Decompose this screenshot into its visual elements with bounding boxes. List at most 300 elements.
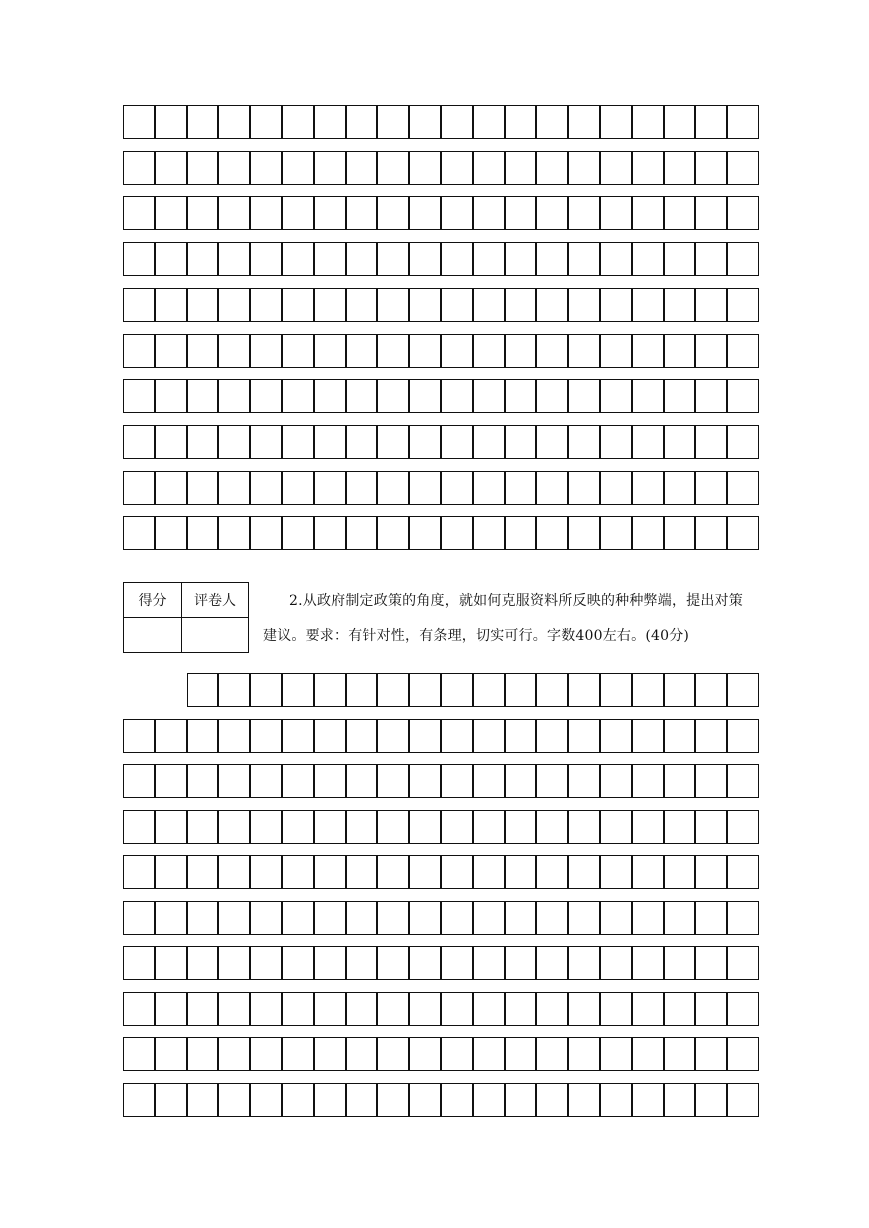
- grid-cell[interactable]: [664, 242, 696, 276]
- grid-cell[interactable]: [664, 1037, 696, 1071]
- grid-cell[interactable]: [632, 334, 664, 368]
- grid-cell[interactable]: [155, 855, 187, 889]
- grid-cell[interactable]: [346, 516, 378, 550]
- grid-cell[interactable]: [187, 151, 219, 185]
- grid-cell[interactable]: [314, 1083, 346, 1117]
- grid-cell[interactable]: [377, 196, 409, 230]
- grid-cell[interactable]: [473, 810, 505, 844]
- grid-cell[interactable]: [346, 719, 378, 753]
- grid-cell[interactable]: [123, 471, 155, 505]
- grid-cell[interactable]: [218, 471, 250, 505]
- grid-cell[interactable]: [377, 946, 409, 980]
- grid-cell[interactable]: [632, 105, 664, 139]
- grid-cell[interactable]: [441, 334, 473, 368]
- grid-cell[interactable]: [568, 719, 600, 753]
- grid-cell[interactable]: [695, 379, 727, 413]
- grid-cell[interactable]: [568, 673, 600, 707]
- grid-cell[interactable]: [695, 242, 727, 276]
- grid-cell[interactable]: [346, 242, 378, 276]
- grid-cell[interactable]: [727, 471, 759, 505]
- grid-cell[interactable]: [187, 105, 219, 139]
- grid-cell[interactable]: [155, 471, 187, 505]
- grid-cell[interactable]: [536, 334, 568, 368]
- grid-cell[interactable]: [218, 901, 250, 935]
- grid-cell[interactable]: [727, 288, 759, 322]
- grid-cell[interactable]: [314, 946, 346, 980]
- grid-cell[interactable]: [409, 1083, 441, 1117]
- grid-cell[interactable]: [473, 334, 505, 368]
- grid-cell[interactable]: [314, 105, 346, 139]
- grid-cell[interactable]: [123, 1037, 155, 1071]
- grid-cell[interactable]: [314, 855, 346, 889]
- grid-cell[interactable]: [695, 673, 727, 707]
- grid-cell[interactable]: [695, 288, 727, 322]
- grid-cell[interactable]: [600, 810, 632, 844]
- grid-cell[interactable]: [123, 242, 155, 276]
- grid-cell[interactable]: [473, 1037, 505, 1071]
- grid-cell[interactable]: [441, 673, 473, 707]
- grid-cell[interactable]: [123, 1083, 155, 1117]
- grid-cell[interactable]: [377, 764, 409, 798]
- grid-cell[interactable]: [664, 288, 696, 322]
- grid-cell[interactable]: [377, 471, 409, 505]
- grid-cell[interactable]: [155, 334, 187, 368]
- grid-cell[interactable]: [218, 719, 250, 753]
- grid-cell[interactable]: [536, 196, 568, 230]
- grid-cell[interactable]: [123, 288, 155, 322]
- grid-cell[interactable]: [155, 1037, 187, 1071]
- grid-cell[interactable]: [536, 901, 568, 935]
- grid-cell[interactable]: [250, 196, 282, 230]
- grid-cell[interactable]: [314, 334, 346, 368]
- grid-cell[interactable]: [600, 1083, 632, 1117]
- grid-cell[interactable]: [695, 196, 727, 230]
- grid-cell[interactable]: [314, 1037, 346, 1071]
- grid-cell[interactable]: [568, 901, 600, 935]
- grid-cell[interactable]: [568, 334, 600, 368]
- grid-cell[interactable]: [441, 764, 473, 798]
- grid-cell[interactable]: [727, 516, 759, 550]
- grid-cell[interactable]: [187, 516, 219, 550]
- grid-cell[interactable]: [695, 105, 727, 139]
- grid-cell[interactable]: [250, 334, 282, 368]
- grid-cell[interactable]: [727, 242, 759, 276]
- grid-cell[interactable]: [282, 992, 314, 1026]
- grid-cell[interactable]: [695, 1037, 727, 1071]
- grid-cell[interactable]: [282, 673, 314, 707]
- grid-cell[interactable]: [664, 946, 696, 980]
- grid-cell[interactable]: [505, 901, 537, 935]
- grid-cell[interactable]: [218, 105, 250, 139]
- grid-cell[interactable]: [250, 946, 282, 980]
- grid-cell[interactable]: [664, 719, 696, 753]
- grid-cell[interactable]: [473, 379, 505, 413]
- grid-cell[interactable]: [346, 1037, 378, 1071]
- grid-cell[interactable]: [505, 855, 537, 889]
- grid-cell[interactable]: [346, 810, 378, 844]
- grid-cell[interactable]: [123, 946, 155, 980]
- grid-cell[interactable]: [187, 334, 219, 368]
- grid-cell[interactable]: [441, 1083, 473, 1117]
- grid-cell[interactable]: [409, 425, 441, 459]
- grid-cell[interactable]: [250, 379, 282, 413]
- grid-cell[interactable]: [505, 334, 537, 368]
- grid-cell[interactable]: [600, 1037, 632, 1071]
- grid-cell[interactable]: [473, 471, 505, 505]
- grid-cell[interactable]: [282, 1037, 314, 1071]
- grid-cell[interactable]: [187, 764, 219, 798]
- grid-cell[interactable]: [187, 425, 219, 459]
- grid-cell[interactable]: [314, 379, 346, 413]
- grid-cell[interactable]: [187, 1037, 219, 1071]
- grid-cell[interactable]: [282, 855, 314, 889]
- grid-cell[interactable]: [441, 288, 473, 322]
- grid-cell[interactable]: [473, 151, 505, 185]
- grid-cell[interactable]: [409, 946, 441, 980]
- grid-cell[interactable]: [282, 946, 314, 980]
- grid-cell[interactable]: [218, 992, 250, 1026]
- grid-cell[interactable]: [314, 471, 346, 505]
- grid-cell[interactable]: [536, 764, 568, 798]
- grid-cell[interactable]: [346, 855, 378, 889]
- grid-cell[interactable]: [600, 719, 632, 753]
- grid-cell[interactable]: [346, 764, 378, 798]
- grid-cell[interactable]: [727, 764, 759, 798]
- grid-cell[interactable]: [218, 764, 250, 798]
- grid-cell[interactable]: [600, 471, 632, 505]
- grid-cell[interactable]: [505, 105, 537, 139]
- grid-cell[interactable]: [155, 242, 187, 276]
- grid-cell[interactable]: [409, 196, 441, 230]
- grid-cell[interactable]: [664, 516, 696, 550]
- grid-cell[interactable]: [187, 901, 219, 935]
- grid-cell[interactable]: [568, 855, 600, 889]
- grid-cell[interactable]: [600, 855, 632, 889]
- grid-cell[interactable]: [282, 471, 314, 505]
- grid-cell[interactable]: [568, 471, 600, 505]
- grid-cell[interactable]: [536, 471, 568, 505]
- grid-cell[interactable]: [409, 105, 441, 139]
- grid-cell[interactable]: [377, 810, 409, 844]
- grid-cell[interactable]: [155, 288, 187, 322]
- grid-cell[interactable]: [409, 151, 441, 185]
- grid-cell[interactable]: [218, 196, 250, 230]
- grid-cell[interactable]: [600, 196, 632, 230]
- grid-cell[interactable]: [314, 425, 346, 459]
- grid-cell[interactable]: [632, 764, 664, 798]
- grid-cell[interactable]: [441, 946, 473, 980]
- grid-cell[interactable]: [473, 516, 505, 550]
- grid-cell[interactable]: [218, 425, 250, 459]
- grid-cell[interactable]: [155, 425, 187, 459]
- grid-cell[interactable]: [632, 855, 664, 889]
- grid-cell[interactable]: [441, 1037, 473, 1071]
- grid-cell[interactable]: [505, 764, 537, 798]
- grid-cell[interactable]: [250, 992, 282, 1026]
- grid-cell[interactable]: [123, 105, 155, 139]
- grid-cell[interactable]: [505, 425, 537, 459]
- grid-cell[interactable]: [536, 855, 568, 889]
- grid-cell[interactable]: [346, 901, 378, 935]
- grid-cell[interactable]: [600, 673, 632, 707]
- grid-cell[interactable]: [155, 196, 187, 230]
- grid-cell[interactable]: [727, 425, 759, 459]
- grid-cell[interactable]: [377, 516, 409, 550]
- grid-cell[interactable]: [282, 105, 314, 139]
- grid-cell[interactable]: [632, 288, 664, 322]
- grid-cell[interactable]: [409, 901, 441, 935]
- grid-cell[interactable]: [600, 425, 632, 459]
- grid-cell[interactable]: [282, 516, 314, 550]
- grid-cell[interactable]: [218, 242, 250, 276]
- grid-cell[interactable]: [123, 379, 155, 413]
- grid-cell[interactable]: [695, 151, 727, 185]
- grid-cell[interactable]: [346, 1083, 378, 1117]
- grid-cell[interactable]: [727, 946, 759, 980]
- grid-cell[interactable]: [155, 1083, 187, 1117]
- grid-cell[interactable]: [441, 242, 473, 276]
- grid-cell[interactable]: [600, 516, 632, 550]
- grid-cell[interactable]: [250, 810, 282, 844]
- grid-cell[interactable]: [727, 901, 759, 935]
- grid-cell[interactable]: [473, 764, 505, 798]
- grid-cell[interactable]: [187, 719, 219, 753]
- grid-cell[interactable]: [695, 764, 727, 798]
- grid-cell[interactable]: [187, 471, 219, 505]
- grid-cell[interactable]: [314, 516, 346, 550]
- grid-cell[interactable]: [632, 425, 664, 459]
- grid-cell[interactable]: [409, 855, 441, 889]
- grid-cell[interactable]: [377, 288, 409, 322]
- grid-cell[interactable]: [314, 901, 346, 935]
- grid-cell[interactable]: [187, 810, 219, 844]
- grid-cell[interactable]: [568, 764, 600, 798]
- grid-cell[interactable]: [441, 516, 473, 550]
- grid-cell[interactable]: [632, 471, 664, 505]
- grid-cell[interactable]: [536, 288, 568, 322]
- grid-cell[interactable]: [727, 810, 759, 844]
- grid-cell[interactable]: [346, 946, 378, 980]
- grid-cell[interactable]: [568, 810, 600, 844]
- grid-cell[interactable]: [600, 242, 632, 276]
- grid-cell[interactable]: [505, 288, 537, 322]
- grid-cell[interactable]: [568, 105, 600, 139]
- grid-cell[interactable]: [377, 379, 409, 413]
- grid-cell[interactable]: [473, 855, 505, 889]
- grid-cell[interactable]: [218, 288, 250, 322]
- grid-cell[interactable]: [282, 901, 314, 935]
- grid-cell[interactable]: [536, 946, 568, 980]
- grid-cell[interactable]: [155, 719, 187, 753]
- grid-cell[interactable]: [441, 855, 473, 889]
- grid-cell[interactable]: [505, 719, 537, 753]
- grid-cell[interactable]: [664, 764, 696, 798]
- grid-cell[interactable]: [409, 810, 441, 844]
- grid-cell[interactable]: [536, 673, 568, 707]
- grid-cell[interactable]: [664, 901, 696, 935]
- grid-cell[interactable]: [409, 719, 441, 753]
- grid-cell[interactable]: [250, 719, 282, 753]
- grid-cell[interactable]: [600, 288, 632, 322]
- grid-cell[interactable]: [695, 855, 727, 889]
- grid-cell[interactable]: [218, 151, 250, 185]
- grid-cell[interactable]: [250, 288, 282, 322]
- grid-cell[interactable]: [377, 719, 409, 753]
- grid-cell[interactable]: [727, 673, 759, 707]
- grid-cell[interactable]: [441, 425, 473, 459]
- grid-cell[interactable]: [123, 764, 155, 798]
- grid-cell[interactable]: [123, 901, 155, 935]
- grid-cell[interactable]: [727, 1083, 759, 1117]
- grid-cell[interactable]: [536, 516, 568, 550]
- grid-cell[interactable]: [727, 105, 759, 139]
- grid-cell[interactable]: [123, 334, 155, 368]
- grid-cell[interactable]: [664, 810, 696, 844]
- grid-cell[interactable]: [123, 810, 155, 844]
- grid-cell[interactable]: [250, 105, 282, 139]
- grid-cell[interactable]: [282, 1083, 314, 1117]
- grid-cell[interactable]: [123, 516, 155, 550]
- grid-cell[interactable]: [123, 855, 155, 889]
- grid-cell[interactable]: [250, 673, 282, 707]
- grid-cell[interactable]: [218, 1083, 250, 1117]
- grid-cell[interactable]: [250, 425, 282, 459]
- grid-cell[interactable]: [632, 516, 664, 550]
- grid-cell[interactable]: [155, 764, 187, 798]
- grid-cell[interactable]: [250, 242, 282, 276]
- grid-cell[interactable]: [568, 1037, 600, 1071]
- grid-cell[interactable]: [600, 151, 632, 185]
- grid-cell[interactable]: [155, 946, 187, 980]
- grid-cell[interactable]: [409, 471, 441, 505]
- grid-cell[interactable]: [664, 1083, 696, 1117]
- grid-cell[interactable]: [409, 764, 441, 798]
- grid-cell[interactable]: [282, 719, 314, 753]
- grid-cell[interactable]: [377, 673, 409, 707]
- grid-cell[interactable]: [632, 196, 664, 230]
- grid-cell[interactable]: [377, 242, 409, 276]
- grid-cell[interactable]: [346, 992, 378, 1026]
- grid-cell[interactable]: [218, 334, 250, 368]
- grid-cell[interactable]: [695, 719, 727, 753]
- grid-cell[interactable]: [664, 105, 696, 139]
- grid-cell[interactable]: [441, 196, 473, 230]
- grid-cell[interactable]: [695, 901, 727, 935]
- grid-cell[interactable]: [187, 242, 219, 276]
- grid-cell[interactable]: [441, 810, 473, 844]
- grid-cell[interactable]: [218, 673, 250, 707]
- grid-cell[interactable]: [123, 151, 155, 185]
- grid-cell[interactable]: [377, 334, 409, 368]
- grid-cell[interactable]: [314, 288, 346, 322]
- grid-cell[interactable]: [473, 946, 505, 980]
- grid-cell[interactable]: [377, 151, 409, 185]
- grid-cell[interactable]: [695, 425, 727, 459]
- grid-cell[interactable]: [441, 719, 473, 753]
- grid-cell[interactable]: [282, 810, 314, 844]
- grid-cell[interactable]: [727, 992, 759, 1026]
- grid-cell[interactable]: [727, 334, 759, 368]
- grid-cell[interactable]: [568, 516, 600, 550]
- grid-cell[interactable]: [187, 379, 219, 413]
- grid-cell[interactable]: [664, 855, 696, 889]
- grid-cell[interactable]: [568, 288, 600, 322]
- grid-cell[interactable]: [568, 151, 600, 185]
- grid-cell[interactable]: [218, 1037, 250, 1071]
- grid-cell[interactable]: [314, 673, 346, 707]
- grid-cell[interactable]: [409, 379, 441, 413]
- grid-cell[interactable]: [441, 379, 473, 413]
- grid-cell[interactable]: [314, 151, 346, 185]
- grid-cell[interactable]: [664, 673, 696, 707]
- grid-cell[interactable]: [409, 992, 441, 1026]
- grid-cell[interactable]: [314, 810, 346, 844]
- grid-cell[interactable]: [377, 901, 409, 935]
- grid-cell[interactable]: [727, 855, 759, 889]
- grid-cell[interactable]: [536, 425, 568, 459]
- grader-field[interactable]: [182, 618, 249, 653]
- grid-cell[interactable]: [568, 379, 600, 413]
- grid-cell[interactable]: [346, 196, 378, 230]
- grid-cell[interactable]: [727, 379, 759, 413]
- grid-cell[interactable]: [250, 1037, 282, 1071]
- grid-cell[interactable]: [664, 379, 696, 413]
- grid-cell[interactable]: [441, 151, 473, 185]
- grid-cell[interactable]: [123, 992, 155, 1026]
- grid-cell[interactable]: [505, 242, 537, 276]
- grid-cell[interactable]: [536, 1083, 568, 1117]
- grid-cell[interactable]: [695, 946, 727, 980]
- grid-cell[interactable]: [473, 288, 505, 322]
- grid-cell[interactable]: [505, 673, 537, 707]
- grid-cell[interactable]: [568, 242, 600, 276]
- grid-cell[interactable]: [568, 425, 600, 459]
- grid-cell[interactable]: [632, 242, 664, 276]
- grid-cell[interactable]: [505, 992, 537, 1026]
- grid-cell[interactable]: [187, 1083, 219, 1117]
- grid-cell[interactable]: [187, 946, 219, 980]
- grid-cell[interactable]: [600, 105, 632, 139]
- grid-cell[interactable]: [536, 105, 568, 139]
- grid-cell[interactable]: [632, 1083, 664, 1117]
- grid-cell[interactable]: [505, 810, 537, 844]
- grid-cell[interactable]: [346, 288, 378, 322]
- grid-cell[interactable]: [155, 379, 187, 413]
- grid-cell[interactable]: [473, 673, 505, 707]
- grid-cell[interactable]: [632, 992, 664, 1026]
- grid-cell[interactable]: [250, 855, 282, 889]
- grid-cell[interactable]: [473, 719, 505, 753]
- grid-cell[interactable]: [664, 471, 696, 505]
- grid-cell[interactable]: [632, 946, 664, 980]
- grid-cell[interactable]: [568, 946, 600, 980]
- grid-cell[interactable]: [218, 855, 250, 889]
- grid-cell[interactable]: [727, 719, 759, 753]
- grid-cell[interactable]: [250, 471, 282, 505]
- grid-cell[interactable]: [695, 1083, 727, 1117]
- grid-cell[interactable]: [346, 151, 378, 185]
- grid-cell[interactable]: [695, 516, 727, 550]
- grid-cell[interactable]: [568, 992, 600, 1026]
- grid-cell[interactable]: [155, 151, 187, 185]
- grid-cell[interactable]: [250, 1083, 282, 1117]
- grid-cell[interactable]: [727, 151, 759, 185]
- grid-cell[interactable]: [473, 425, 505, 459]
- grid-cell[interactable]: [473, 1083, 505, 1117]
- grid-cell[interactable]: [409, 334, 441, 368]
- grid-cell[interactable]: [346, 471, 378, 505]
- grid-cell[interactable]: [664, 334, 696, 368]
